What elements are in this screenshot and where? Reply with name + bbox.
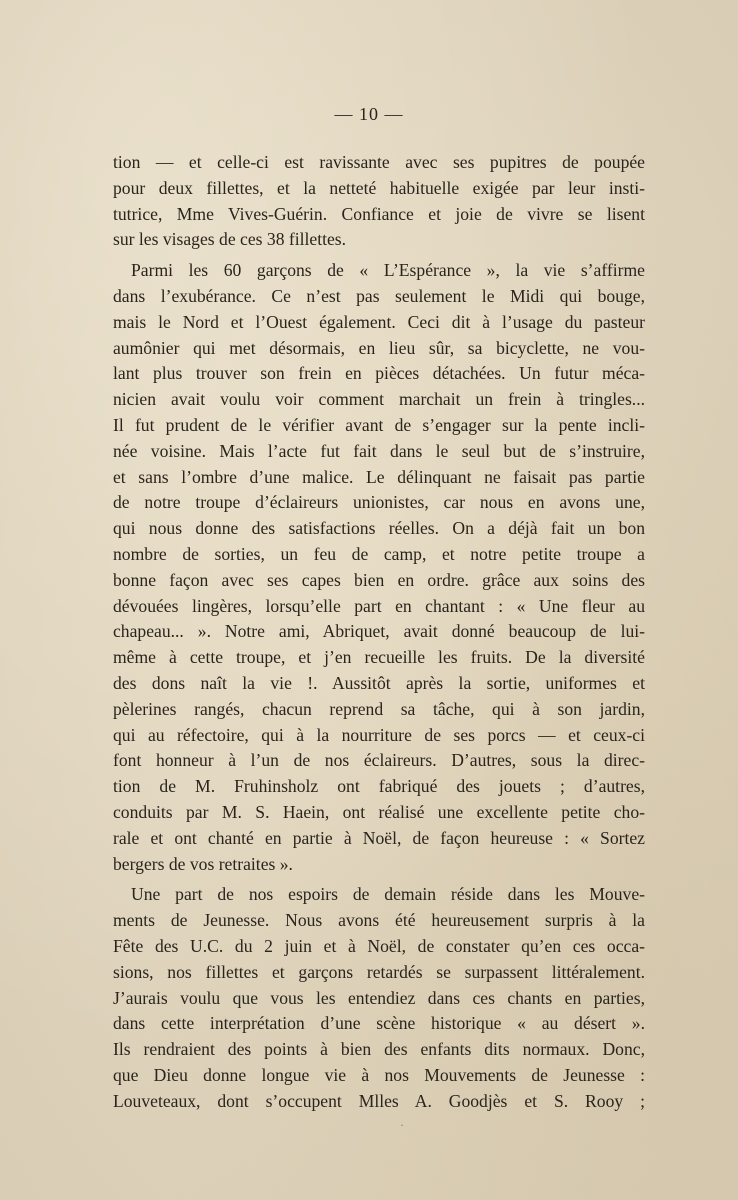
text-line: dans cette interprétation d’une scène historique « au désert ».: [113, 1013, 645, 1034]
text-line: lant plus trouver son frein en pièces détachées. Un futur méca-: [113, 363, 645, 384]
text-line: conduits par M. S. Haein, ont réalisé une excellente petite cho-: [113, 801, 645, 822]
text-line: dans l’exubérance. Ce n’est pas seulement le Midi qui bouge,: [113, 285, 645, 306]
text-line: tion — et celle-ci est ravissante avec ses pupitres de poupée: [113, 152, 645, 172]
text-line: mais le Nord et l’Ouest également. Ceci dit à l’usage du pasteur: [113, 311, 645, 332]
text-line: sur les visages de ces 38 fillettes.: [113, 229, 347, 250]
text-line: qui nous donne des satisfactions réelles. On a déjà fait un bon: [113, 518, 645, 539]
text-line: pèlerines rangés, chacun reprend sa tâche, qui à son jardin,: [113, 698, 645, 719]
text-line: Fête des U.C. du 2 juin et à Noël, de constater qu’en ces occa-: [113, 935, 645, 956]
text-line: qui au réfectoire, qui à la nourriture de ses porcs — et ceux-ci: [113, 724, 645, 745]
ink-speck-mark: ·: [400, 1118, 404, 1132]
text-line: de notre troupe d’éclaireurs unionistes, car nous en avons une,: [113, 492, 645, 513]
text-line: J’aurais voulu que vous les entendiez dans ces chants en parties,: [113, 987, 645, 1008]
text-line: même à cette troupe, et j’en recueille les fruits. De la diversité: [113, 647, 645, 668]
text-line: Une part de nos espoirs de demain réside dans les Mouve-: [131, 884, 645, 905]
text-line: Il fut prudent de le vérifier avant de s’engager sur la pente incli-: [113, 414, 645, 435]
text-line: que Dieu donne longue vie à nos Mouvements de Jeunesse :: [113, 1064, 645, 1085]
text-line: des dons naît la vie !. Aussitôt après la sortie, uniformes et: [113, 672, 645, 693]
text-line: pour deux fillettes, et la netteté habituelle exigée par leur insti-: [113, 177, 645, 198]
text-line: font honneur à l’un de nos éclaireurs. D’autres, sous la direc-: [113, 750, 645, 771]
text-line: tion de M. Fruhinsholz ont fabriqué des jouets ; d’autres,: [113, 776, 645, 797]
text-line: sions, nos fillettes et garçons retardés se surpassent littéralement.: [113, 961, 645, 982]
page-number: — 10 —: [334, 104, 404, 124]
paragraph-3: [113, 882, 645, 1114]
text-line: née voisine. Mais l’acte fut fait dans le seul but de s’instruire,: [113, 440, 645, 461]
text-line: nicien avait voulu voir comment marchait un frein à tringles...: [113, 389, 645, 410]
text-line: Parmi les 60 garçons de « L’Espérance », la vie s’affirme: [131, 260, 645, 281]
text-line: Louveteaux, dont s’occupent Mlles A. Goodjès et S. Rooy ;: [113, 1090, 645, 1111]
paragraph-1: [113, 150, 645, 253]
text-line: Ils rendraient des points à bien des enfants dits normaux. Donc,: [113, 1039, 645, 1060]
text-line: et sans l’ombre d’une malice. Le délinquant ne faisait pas partie: [113, 466, 645, 487]
text-line: aumônier qui met désormais, en lieu sûr, sa bicyclette, ne vou-: [113, 337, 645, 358]
text-line: dévouées lingères, lorsqu’elle part en chantant : « Une fleur au: [113, 595, 645, 616]
text-line: nombre de sorties, un feu de camp, et notre petite troupe a: [113, 543, 645, 564]
text-line: rale et ont chanté en partie à Noël, de façon heureuse : « Sortez: [113, 827, 645, 848]
body-text: [113, 150, 645, 1114]
text-line: tutrice, Mme Vives-Guérin. Confiance et joie de vivre se lisent: [113, 203, 645, 224]
text-line: bonne façon avec ses capes bien en ordre. grâce aux soins des: [113, 569, 645, 590]
text-line: ments de Jeunesse. Nous avons été heureusement surpris à la: [113, 910, 645, 931]
paragraph-2: [113, 258, 645, 877]
text-line: chapeau... ». Notre ami, Abriquet, avait donné beaucoup de lui-: [113, 621, 645, 642]
text-line: bergers de vos retraites ».: [113, 853, 293, 874]
